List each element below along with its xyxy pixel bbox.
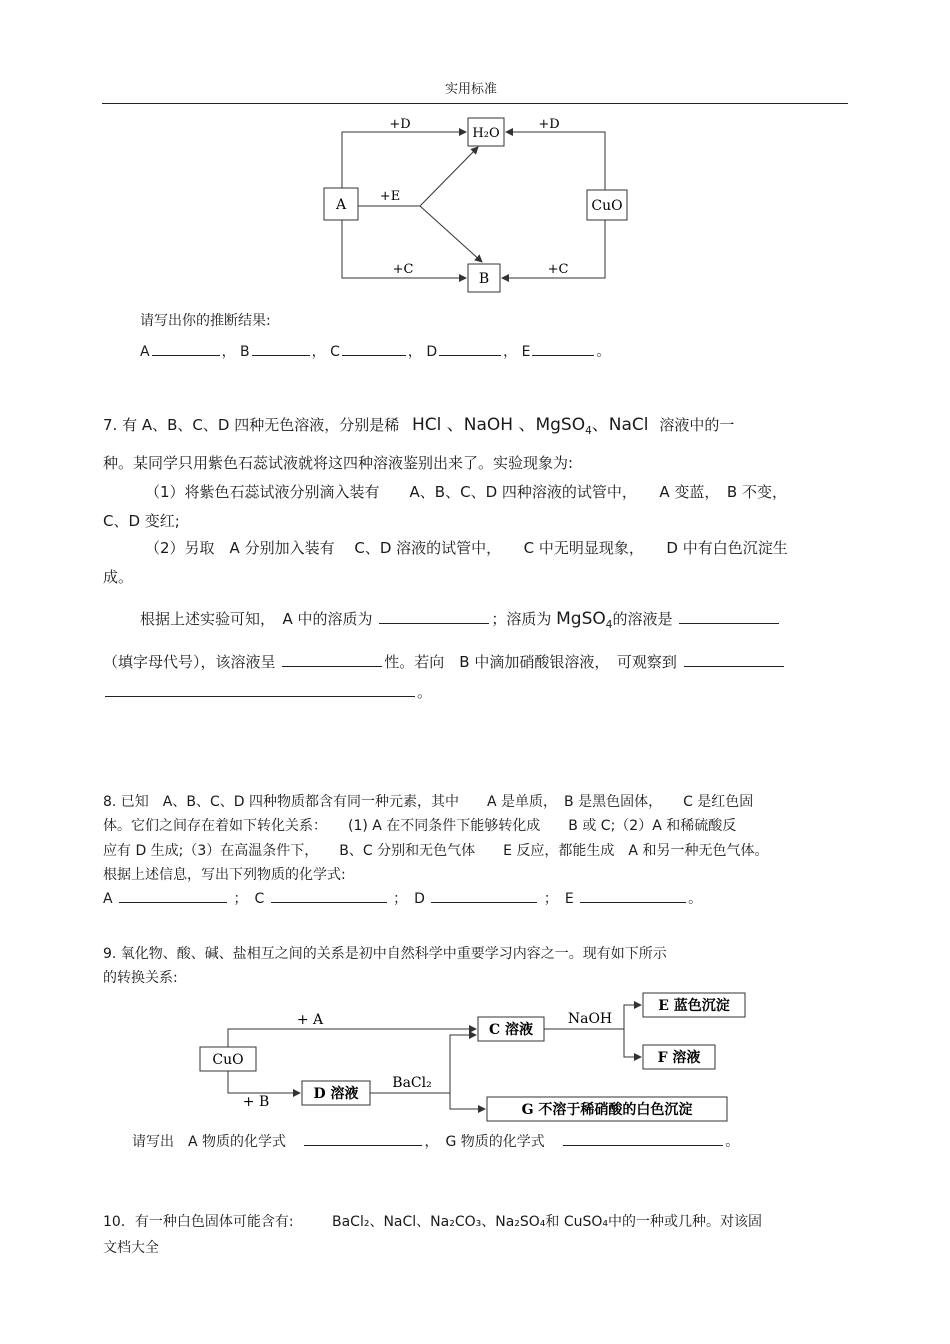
edge-label-bacl2: BaCl₂ (392, 1075, 432, 1091)
edge-fork-b (420, 206, 482, 262)
q7-line-5: （2）另取 A 分别加入装有 C、D 溶液的试管中， C 中无明显现象， D 中有白色沉淀生 (145, 539, 788, 557)
q7-line-6: 成。 (103, 568, 134, 586)
q6-label-c: C (330, 344, 340, 360)
q7-l7-tail: 的溶液是 (612, 610, 673, 628)
conversion-diagram-2 (190, 985, 750, 1125)
header-rule (102, 103, 848, 104)
q6-label-e: E (521, 344, 531, 360)
q9-ask-g: ， G 物质的化学式 (424, 1134, 545, 1150)
q9-blank-g[interactable] (563, 1131, 723, 1146)
q7-line-1 (103, 410, 734, 437)
edge-fork-c (450, 1035, 476, 1093)
edge-cuo-h2o (506, 132, 605, 190)
edge-label-top-left: +D (389, 117, 411, 132)
node-b: B (478, 271, 490, 287)
node-e: E 蓝色沉淀 (658, 998, 730, 1014)
q9-line-1: 9. 氧化物、酸、碱、盐相互之间的关系是初中自然科学中重要学习内容之一。现有如下所示 (103, 946, 667, 962)
q7-l1-text: 7. 有 A、B、C、D 四种无色溶液，分别是稀 (103, 416, 400, 434)
q7-l1-tail: 溶液中的一 (659, 416, 735, 434)
node-g: G 不溶于稀硝酸的白色沉淀 (521, 1102, 693, 1118)
q8-line-2: 体。它们之间存在着如下转化关系： (1) A 在不同条件下能够转化成 B 或 C;（2）A 和稀硫酸反 (103, 818, 737, 834)
q7-line-9 (103, 681, 432, 702)
q7-line-4: C、D 变红; (103, 512, 180, 530)
q6-blank-d[interactable] (439, 341, 501, 356)
q9-line-2: 的转换关系: (103, 970, 178, 986)
edge-label-mid: +E (379, 189, 401, 204)
q8-blank-c[interactable] (271, 888, 387, 903)
q10-l1-text: 10．有一种白色固体可能含有: (103, 1214, 294, 1230)
q10-line-1 (103, 1211, 762, 1231)
q7-line-7 (140, 608, 781, 631)
q8-label-c: ； C (233, 891, 265, 907)
q6-blank-b[interactable] (252, 341, 310, 356)
q7-l1-nacl: 、NaCl (591, 415, 649, 435)
q6-label-d: D (426, 344, 438, 360)
edge-fork-e (624, 1005, 641, 1029)
node-f: F 溶液 (657, 1050, 701, 1066)
inference-diagram-1 (300, 110, 640, 300)
q6-sep: ， (311, 344, 326, 360)
edge-a-h2o (342, 132, 466, 188)
edge-fork-f (624, 1029, 641, 1057)
q6-sep: ， (503, 344, 518, 360)
q7-blank-mgso4[interactable] (679, 609, 779, 624)
q6-sep: ， (407, 344, 422, 360)
edge-label-top-right: +D (538, 117, 560, 132)
q8-line-4: 根据上述信息，写出下列物质的化学式: (103, 867, 346, 883)
edge-label-bottom-right: +C (547, 262, 569, 277)
q8-label-d: ； D (393, 891, 425, 907)
q8-answer-row (103, 888, 702, 908)
page-footer: 文档大全 (103, 1240, 159, 1256)
node-cuo: CuO (591, 198, 623, 214)
q8-blank-d[interactable] (431, 888, 537, 903)
node-c: C 溶液 (488, 1022, 534, 1038)
q8-label-a: A (103, 891, 113, 907)
node-a: A (335, 197, 347, 213)
q7-l7-mid: ；溶质为 (491, 610, 552, 628)
q7-line-8 (103, 651, 786, 672)
q7-blank-a-solute[interactable] (379, 609, 489, 624)
q7-l8-mid: 性。若向 B 中滴加硝酸银溶液， 可观察到 (384, 653, 677, 671)
node-h2o: H₂O (472, 126, 500, 141)
q7-line-2: 种。某同学只用紫色石蕊试液就将这四种溶液鉴别出来了。实验现象为: (103, 454, 574, 472)
q8-line-1: 8. 已知 A、B、C、D 四种物质都含有同一种元素，其中 A 是单质， B 是黑色固体， C 是红色固 (103, 794, 754, 810)
q9-blank-a[interactable] (304, 1131, 422, 1146)
q7-l9-end: 。 (417, 683, 433, 701)
q7-blank-observe[interactable] (684, 652, 784, 667)
q6-blank-c[interactable] (342, 341, 406, 356)
q6-prompt: 请写出你的推断结果: (140, 313, 271, 329)
q7-line-3: （1）将紫色石蕊试液分别滴入装有 A、B、C、D 四种溶液的试管中， A 变蓝， B 不变， (145, 483, 787, 501)
q6-label-b: B (240, 344, 250, 360)
q8-blank-e[interactable] (580, 888, 686, 903)
q9-ask-a: 请写出 A 物质的化学式 (132, 1134, 287, 1150)
q8-end: 。 (688, 891, 703, 907)
q7-blank-observe-cont[interactable] (105, 682, 415, 697)
q8-line-3: 应有 D 生成;（3）在高温条件下， B、C 分别和无色气体 E 反应，都能生成 A 和另一种无色气体。 (103, 843, 769, 859)
edge-label-bottom-left: +C (392, 262, 414, 277)
q6-sep: ， (221, 344, 236, 360)
q7-l7-text: 根据上述实验可知， A 中的溶质为 (140, 610, 373, 628)
q6-label-a: A (140, 344, 150, 360)
edge-cuo-d (228, 1071, 300, 1093)
q7-l1-formulas: HCl 、NaOH 、MgSO (411, 415, 586, 435)
q7-l7-sub: 4 (605, 619, 613, 631)
q7-l8-text: （填字母代号），该溶液呈 (103, 653, 276, 671)
edge-label-naoh: NaOH (567, 1011, 613, 1027)
q6-answer-row (140, 341, 610, 361)
edge-label-plus-a: + A (296, 1012, 324, 1028)
edge-fork-g (450, 1093, 485, 1109)
q8-blank-a[interactable] (119, 888, 227, 903)
q8-label-e: ； E (543, 891, 574, 907)
page-header: 实用标准 (445, 82, 498, 97)
q7-l1-sub: 4 (585, 425, 592, 437)
node-d: D 溶液 (313, 1086, 359, 1102)
q7-l7-mgso: MgSO (556, 609, 606, 629)
edge-cuo-c (228, 1029, 476, 1047)
q9-answer-row (132, 1131, 739, 1151)
node-cuo: CuO (212, 1052, 244, 1068)
q10-l1-formulas: BaCl₂、NaCl、Na₂CO₃、Na₂SO₄和 CuSO₄中的一种或几种。对该固 (331, 1214, 763, 1230)
q6-blank-a[interactable] (152, 341, 220, 356)
edge-fork-h2o (420, 147, 478, 206)
q6-end: 。 (596, 344, 611, 360)
q7-blank-property[interactable] (282, 652, 382, 667)
q9-end: 。 (725, 1134, 740, 1150)
q6-blank-e[interactable] (532, 341, 594, 356)
edge-label-plus-b: + B (242, 1094, 270, 1110)
